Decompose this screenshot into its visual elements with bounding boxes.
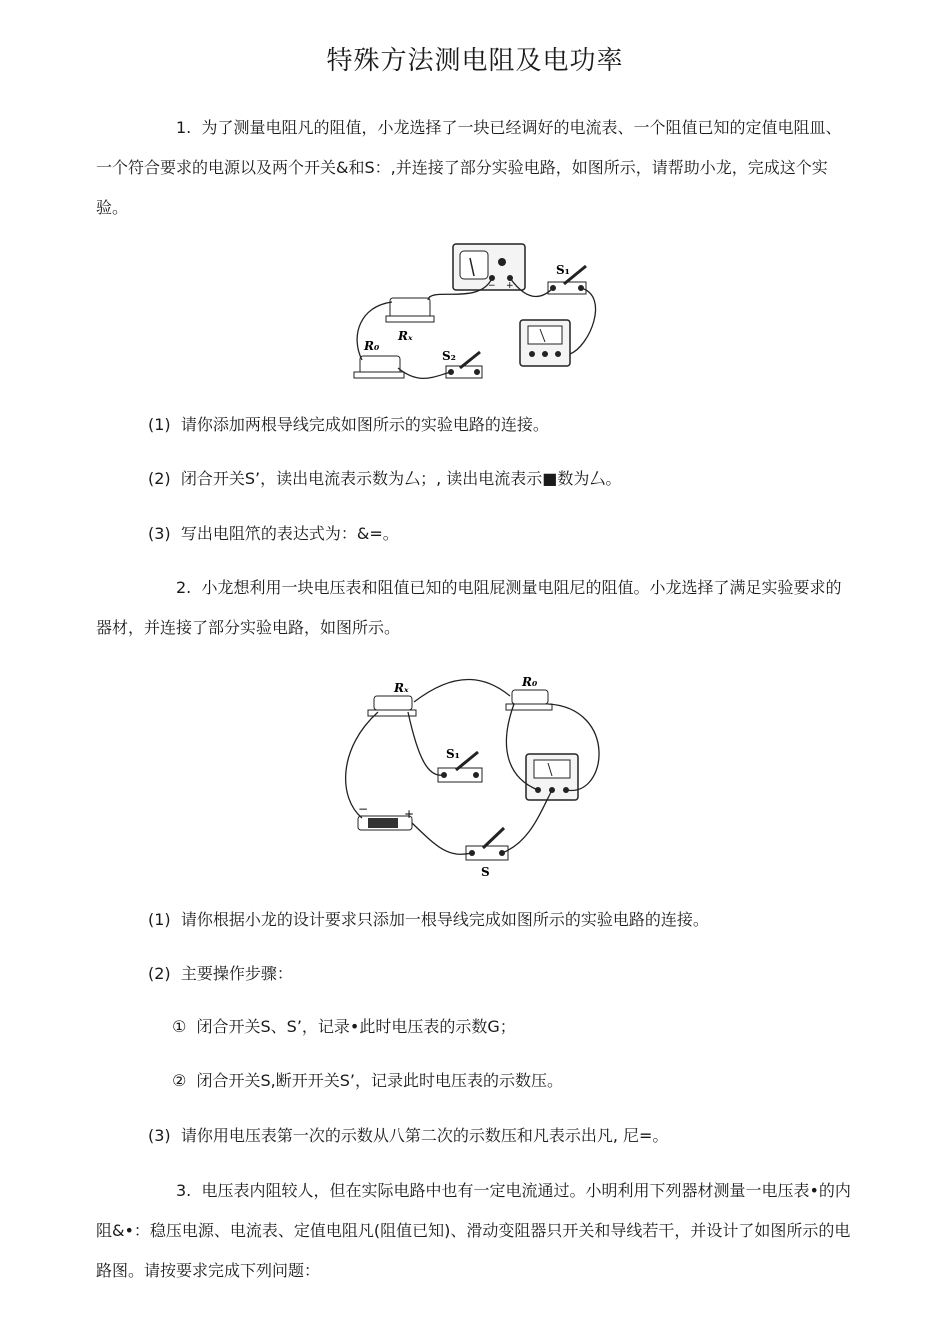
switch-s (466, 828, 508, 879)
item-number: (3) (148, 1126, 171, 1145)
question-text: 小龙想利用一块电压表和阻值已知的电阻屁测量电阻尼的阻值。小龙选择了满足实验要求的器材，并连接了部分实验电路，如图所示。 (96, 578, 842, 637)
switch-s1 (438, 747, 482, 782)
question-number: 3. (176, 1181, 192, 1200)
step-number: ② (172, 1071, 187, 1090)
question-1 (96, 108, 856, 228)
step-text: 闭合开关S,断开开关S’，记录此时电压表的示数压。 (196, 1071, 564, 1090)
question-number: 2. (176, 578, 192, 597)
question-text: 为了测量电阻凡的阻值，小龙选择了一块已经调好的电流表、一个阻值已知的定值电阻皿、一个符合要求的电源以及两个开关&和S：,并连接了部分实验电路，如图所示，请帮助小龙，完成这个实验。 (96, 118, 842, 217)
item-text: 请你添加两根导线完成如图所示的实验电路的连接。 (180, 415, 549, 434)
question-2 (96, 568, 856, 648)
question-number: 1. (176, 118, 192, 137)
resistor-r0 (506, 675, 552, 710)
switch-s2 (442, 349, 482, 378)
step-number: ① (172, 1017, 187, 1036)
resistor-rx (386, 298, 434, 343)
page-title: 特殊方法测电阻及电功率 (326, 46, 624, 76)
item-number: (2) (148, 469, 171, 488)
question-3 (96, 1171, 856, 1291)
r0-label: R₀ (522, 675, 538, 689)
q1-item-3 (148, 522, 399, 546)
s1-label: S₁ (446, 747, 460, 761)
item-text: 闭合开关S’，读出电流表示数为厶；, 读出电流表示■数为厶。 (180, 469, 622, 488)
item-text: 请你根据小龙的设计要求只添加一根导线完成如图所示的实验电路的连接。 (180, 910, 709, 929)
supply-minus-label: − (488, 281, 496, 291)
q2-item-2 (148, 962, 293, 986)
voltmeter (526, 754, 578, 800)
item-text: 写出电阻笊的表达式为：&=。 (180, 524, 399, 543)
switch-s1 (548, 263, 586, 294)
rx-label: Rₓ (398, 329, 413, 343)
q2-item-3 (148, 1124, 668, 1148)
item-number: (3) (148, 524, 171, 543)
r0-label: R₀ (364, 339, 380, 353)
q1-item-1 (148, 413, 549, 437)
battery-minus-label: − (358, 802, 369, 816)
s2-label: S₂ (442, 349, 456, 363)
item-text: 请你用电压表第一次的示数从八第二次的示数压和凡表示出凡, 尼=。 (180, 1126, 669, 1145)
s1-label: S₁ (556, 263, 570, 277)
resistor-rx (368, 681, 416, 716)
item-number: (1) (148, 415, 171, 434)
battery-plus-label: + (404, 807, 415, 821)
rx-label: Rₓ (394, 681, 409, 695)
q1-item-2 (148, 467, 621, 491)
s-label: S (481, 865, 490, 879)
ammeter (520, 320, 570, 366)
circuit-figure-1 (340, 236, 610, 386)
item-text: 主要操作步骤： (180, 964, 293, 983)
q2-item-1 (148, 908, 709, 932)
question-text: 电压表内阻较人，但在实际电路中也有一定电流通过。小明利用下列器材测量一电压表•的内阻&•：稳压电源、电流表、定值电阻凡(阻值已知)、滑动变阻器只开关和导线若干，并设计了如图所示的电路图。请按要求完成下列问题： (96, 1181, 851, 1280)
battery (358, 802, 414, 830)
item-number: (2) (148, 964, 171, 983)
item-number: (1) (148, 910, 171, 929)
step-text: 闭合开关S、S’，记录•此时电压表的示数G； (196, 1017, 516, 1036)
q2-step-1 (172, 1015, 516, 1039)
circuit-figure-2 (338, 668, 618, 882)
q2-step-2 (172, 1069, 563, 1093)
supply-plus-label: + (506, 281, 514, 291)
